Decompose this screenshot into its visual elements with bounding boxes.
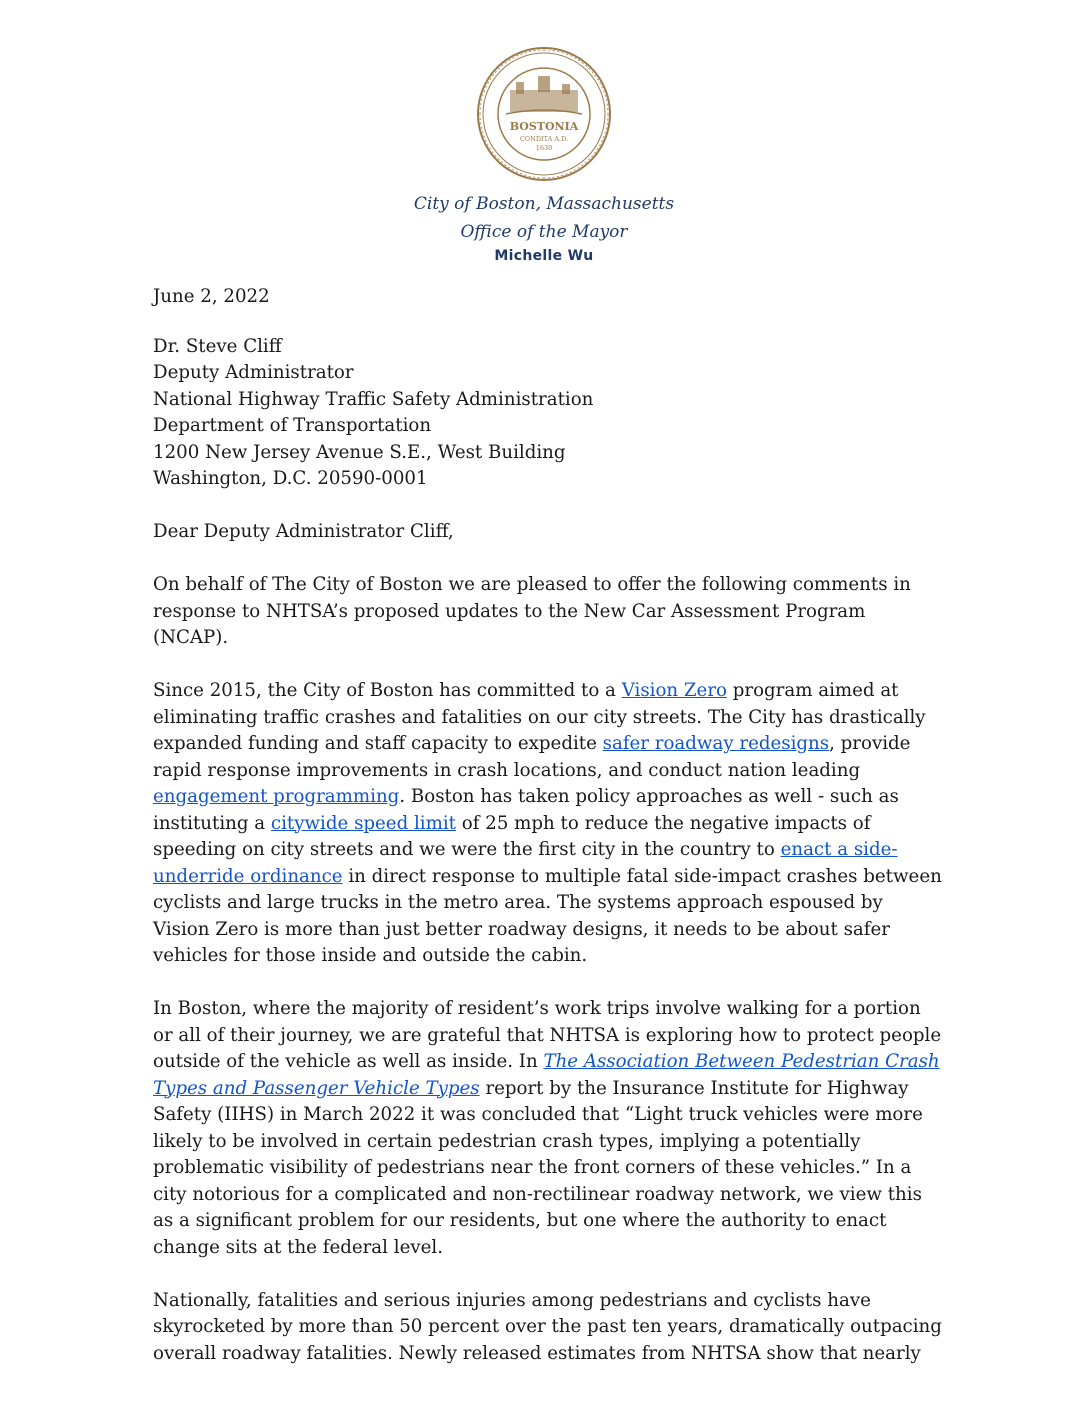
link-iihs-report[interactable]: The Association Between Pedestrian Crash Types and Passenger Vehicle Types: [153, 1051, 940, 1099]
text-span: of 25 mph to reduce the negative impacts of speeding on city streets and we were the first city in the country to: [153, 812, 871, 860]
text-span: Since 2015, the City of Boston has committed to a: [153, 680, 622, 701]
text-span: . Boston has taken policy approaches as well - such as instituting a: [153, 786, 899, 834]
seal-center-text: BOSTONIA: [509, 120, 579, 133]
letter-date: June 2, 2022: [153, 286, 270, 307]
recipient-department: Department of Transportation: [153, 415, 432, 436]
seal-sub-text: CONDITA A.D.: [519, 135, 569, 143]
recipient-address: [153, 334, 943, 493]
text-span: in direct response to multiple fatal side-impact crashes between cyclists and large trucks in the metro area. The systems approach espoused by Vision Zero is more than just better roadway designs, it needs to be about safer vehicles for those inside and outside the cabin.: [153, 865, 942, 966]
city-seal-logo: [476, 46, 612, 182]
paragraph-intro: On behalf of The City of Boston we are pleased to offer the following comments in response to NHTSA’s proposed updates to the New Car Assessment Program (NCAP).: [153, 574, 911, 648]
recipient-agency: National Highway Traffic Safety Administration: [153, 388, 594, 410]
recipient-title: Deputy Administrator: [153, 362, 354, 383]
text-span: In Boston, where the majority of resident’s work trips involve walking for a portion or all of their journey, we are grateful that NHTSA is exploring how to protect people outside of the vehicle as well as inside. In: [153, 998, 942, 1072]
letter-body: [153, 284, 943, 1394]
letterhead: [0, 190, 1088, 266]
recipient-street: 1200 New Jersey Avenue S.E., West Building: [153, 441, 566, 463]
paragraph-iihs-report: [153, 996, 943, 1261]
letterhead-mayor: Michelle Wu: [494, 248, 594, 264]
salutation: Dear Deputy Administrator Cliff,: [153, 521, 454, 542]
paragraph-national-fatalities: Nationally, fatalities and serious injuries among pedestrians and cyclists have skyrocketed by more than 50 percent over the past ten years, dramatically outpacing overall roadway fatalities. Newly released estimates from NHTSA show that nearly: [153, 1289, 942, 1364]
text-span: program aimed at eliminating traffic crashes and fatalities on our city streets. The City has drastically expanded funding and staff capacity to expedite: [153, 680, 926, 754]
link-vision-zero[interactable]: Vision Zero: [621, 680, 727, 701]
link-engagement-programming[interactable]: engagement programming: [153, 786, 400, 807]
letterhead-city: City of Boston, Massachusetts: [413, 194, 675, 214]
paragraph-vision-zero: [153, 678, 943, 970]
recipient-name: Dr. Steve Cliff: [153, 335, 282, 357]
link-safer-roadway-redesigns[interactable]: safer roadway redesigns: [602, 733, 830, 754]
text-span: , provide rapid response improvements in crash locations, and conduct nation leading: [153, 733, 911, 781]
text-span: report by the Insurance Institute for Highway Safety (IIHS) in March 2022 it was concluded that “Light truck vehicles were more likely to be involved in certain pedestrian crash types, implying a potentially problematic visibility of pedestrians near the front corners of these vehicles.” In a city notorious for a complicated and non-rectilinear roadway network, we view this as a significant problem for our residents, but one where the authority to enact change sits at the federal level.: [153, 1077, 923, 1258]
letterhead-office: Office of the Mayor: [460, 222, 628, 242]
recipient-city: Washington, D.C. 20590-0001: [153, 468, 428, 489]
link-citywide-speed-limit[interactable]: citywide speed limit: [270, 812, 456, 834]
seal-year: 1630: [535, 144, 553, 152]
link-side-underride-ordinance[interactable]: enact a side-underride ordinance: [153, 839, 898, 887]
